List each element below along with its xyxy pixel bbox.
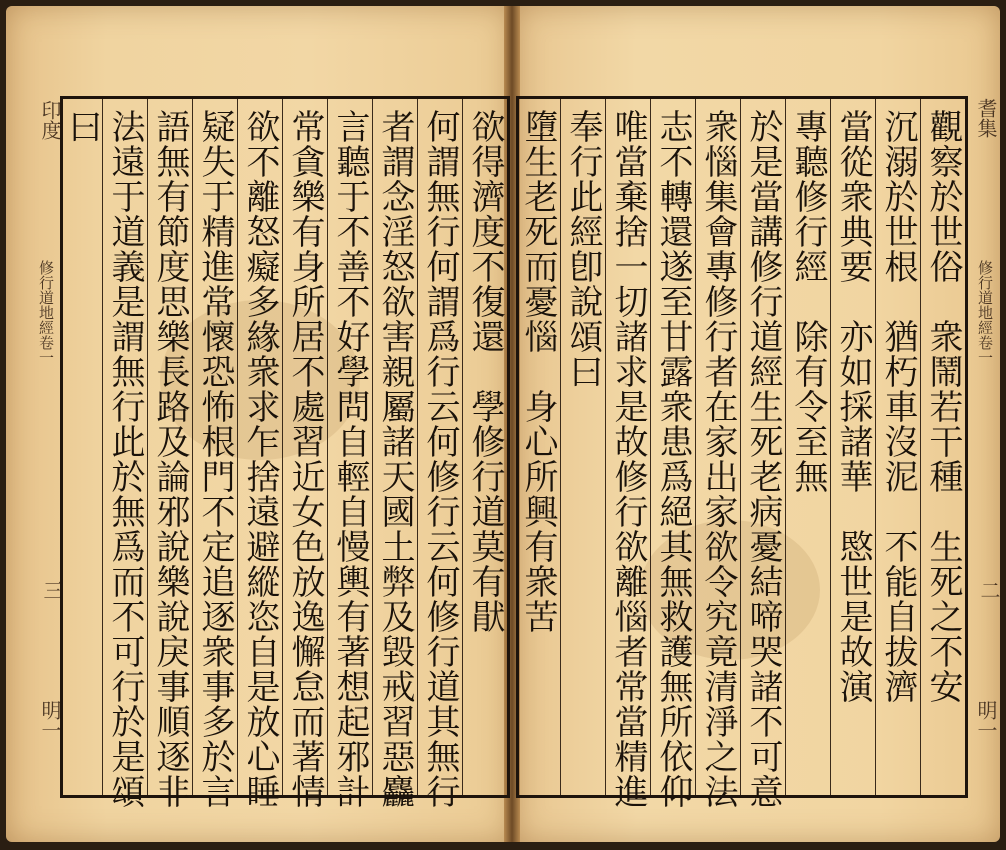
text-column: 常貪樂有身所居不處習近女色放逸懈怠而著情 — [282, 99, 327, 795]
left-text-frame — [60, 96, 510, 809]
text-column: 言聽于不善不好學問自輕自慢輿有著想起邪計 — [327, 99, 372, 795]
left-margin-top: 印度 — [38, 100, 62, 140]
right-margin-title: 修行道地經卷一 — [976, 260, 994, 365]
text-column: 當從衆典要 亦如採諸華 愍世是故演 — [830, 99, 875, 795]
left-margin-title: 修行道地經卷一 — [37, 260, 55, 365]
text-column: 專聽修行經 除有令至無 — [785, 99, 830, 795]
text-column: 欲得濟度不復還 學修行道莫有猒 — [462, 99, 507, 795]
text-column: 於是當講修行道經生死老病憂結啼哭諸不可意 — [740, 99, 785, 795]
text-column: 志不轉還遂至甘露衆患爲絕其無救護無所依仰 — [650, 99, 695, 795]
right-margin-top: 耆集 — [974, 98, 998, 138]
text-column: 沉溺於世根 猶朽車沒泥 不能自拔濟 — [875, 99, 920, 795]
text-column: 墮生老死而憂惱 身心所興有衆苦 — [518, 109, 558, 634]
text-column: 曰 — [62, 109, 102, 144]
left-margin-page: 三 — [40, 580, 64, 600]
right-text-frame — [516, 96, 968, 809]
text-column: 觀察於世俗 衆鬧若干種 生死之不安 — [920, 99, 965, 795]
text-column: 唯當棄捨一切諸求是故修行欲離惱者常當精進 — [605, 99, 650, 795]
text-column: 欲不離怒癡多緣衆求乍捨遠避縱恣自是放心睡 — [237, 99, 282, 795]
right-margin-bottom: 明一 — [974, 700, 998, 740]
text-column: 奉行此經卽說頌曰 — [560, 99, 605, 795]
text-column: 何謂無行何謂爲行云何修行云何修行道其無行 — [417, 99, 462, 795]
text-column: 衆惱集會專修行者在家出家欲令究竟清淨之法 — [695, 99, 740, 795]
text-column: 疑失于精進常懷恐怖根門不定追逐衆事多於言 — [192, 99, 237, 795]
text-column: 語無有節度思樂長路及論邪說樂說戾事順逐非 — [147, 99, 192, 795]
text-column: 者謂念淫怒欲害親屬諸天國土弊及毀戒習惡麤 — [372, 99, 417, 795]
right-margin-page: 二 — [977, 580, 1001, 600]
text-column: 法遠于道義是謂無行此於無爲而不可行於是頌 — [102, 99, 147, 795]
left-margin-bottom: 明一 — [38, 700, 62, 740]
